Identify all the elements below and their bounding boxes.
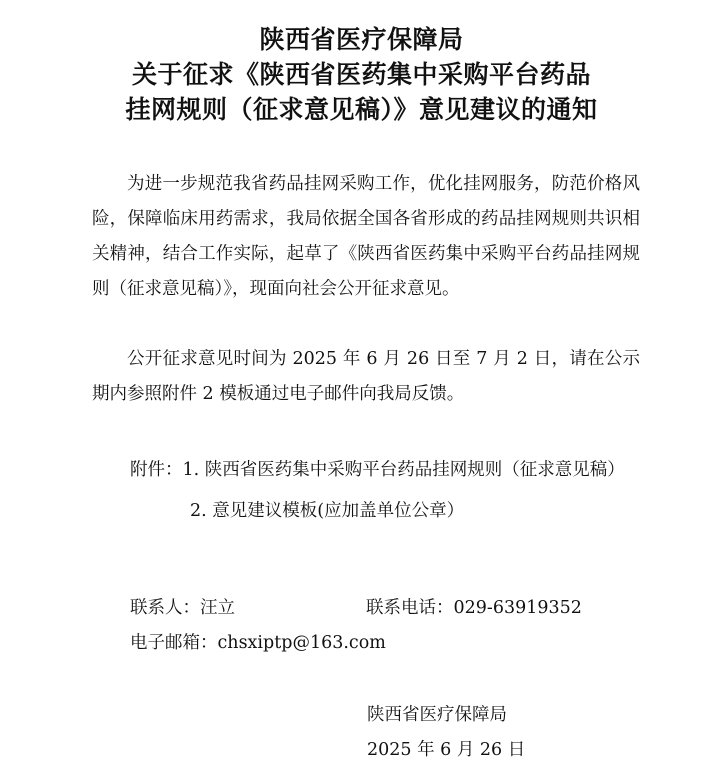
contact-phone-label: 联系电话：: [366, 598, 454, 618]
title-line-1: 陕西省医疗保障局: [259, 25, 464, 54]
attachment-item-1: 1. 陕西省医药集中采购平台药品挂网规则（征求意见稿）: [182, 460, 625, 480]
contact-email: [130, 626, 650, 661]
body-paragraph-1: 为进一步规范我省药品挂网采购工作，优化挂网服务，防范价格风险，保障临床用药需求，我局依据全国各省形成的药品挂网规则共识相关精神，结合工作实际，起草了《陕西省医药集中采购平台药品挂网规则（征求意见稿）》，现面向社会公开征求意见。: [92, 174, 640, 299]
attachment-item-2: 2. 意见建议模板(应加盖单位公章）: [190, 501, 465, 521]
signature-org: 陕西省医疗保障局: [367, 705, 507, 725]
attachments-section: [130, 453, 640, 529]
contact-email-value: chsxiptp@163.com: [217, 633, 386, 653]
contact-section: [130, 591, 650, 661]
title-line-3: 挂网规则（征求意见稿）》意见建议的通知: [125, 95, 598, 124]
body-paragraph-2: 公开征求意见时间为 2025 年 6 月 26 日至 7 月 2 日，请在公示期内参照附件 2 模板通过电子邮件向我局反馈。: [92, 349, 640, 404]
contact-person-value: 汪立: [200, 598, 235, 618]
contact-person-label: 联系人：: [130, 598, 200, 618]
signature-date: 2025 年 6 月 26 日: [367, 740, 526, 760]
document-title: [0, 22, 723, 127]
contact-email-label: 电子邮箱：: [130, 633, 218, 653]
signature-block: [367, 698, 525, 768]
contact-phone: [366, 591, 582, 626]
contact-phone-value: 029-63919352: [453, 598, 582, 618]
title-line-2: 关于征求《陕西省医药集中采购平台药品: [131, 60, 591, 89]
contact-person: [130, 591, 366, 626]
attachments-label: 附件：: [130, 460, 183, 480]
